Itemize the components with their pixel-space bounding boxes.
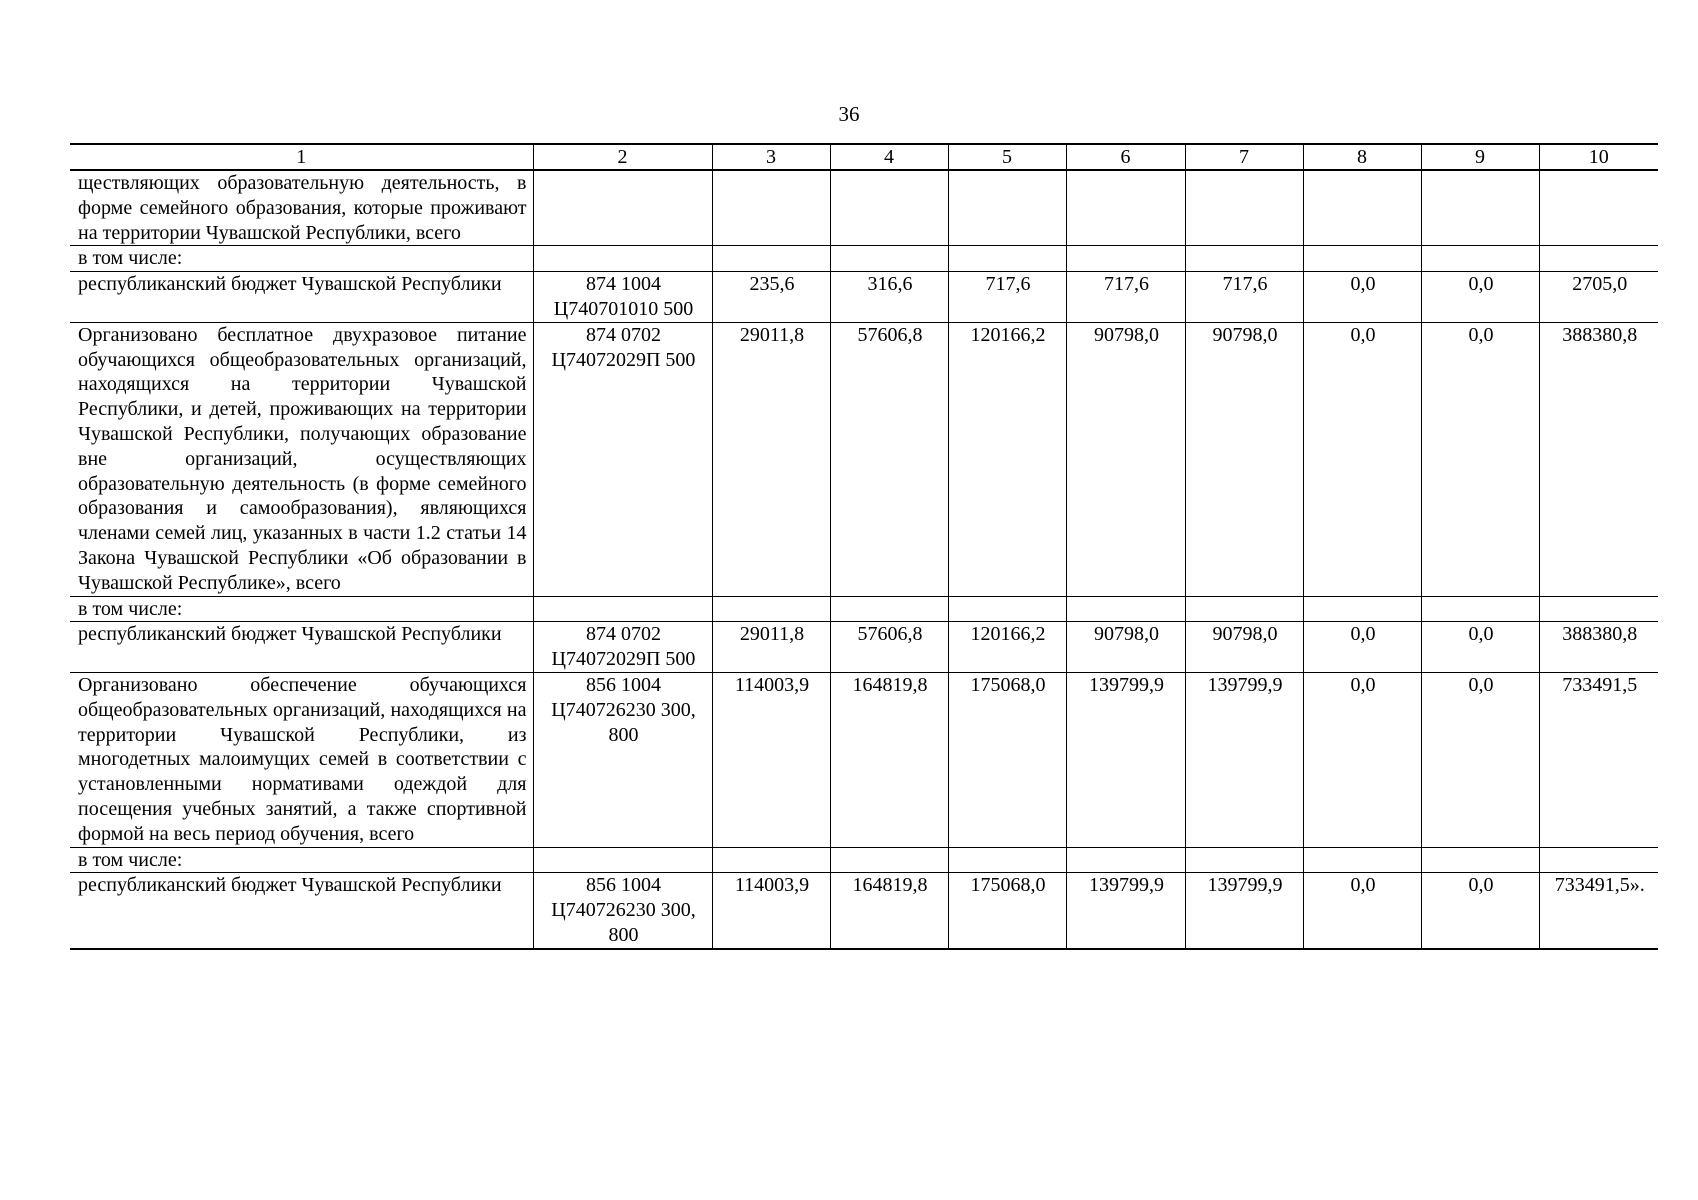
value-cell: 0,0: [1303, 672, 1421, 847]
value-cell: 0,0: [1303, 322, 1421, 596]
value-cell: [1185, 246, 1303, 272]
column-number: 6: [1066, 144, 1185, 170]
value-cell: 0,0: [1421, 672, 1539, 847]
value-cell: 29011,8: [712, 622, 830, 673]
value-cell: 717,6: [948, 272, 1066, 323]
value-cell: 0,0: [1421, 272, 1539, 323]
value-cell: [712, 596, 830, 622]
value-cell: 139799,9: [1066, 873, 1185, 949]
total-value-cell: [1539, 847, 1658, 873]
value-cell: [1421, 246, 1539, 272]
value-cell: [1421, 847, 1539, 873]
value-cell: 175068,0: [948, 672, 1066, 847]
column-number: 1: [70, 144, 533, 170]
value-cell: [1303, 246, 1421, 272]
value-cell: 0,0: [1303, 873, 1421, 949]
description-cell: республиканский бюджет Чувашской Республики: [70, 873, 533, 949]
description-cell: ществляющих образовательную деятельность, в форме семейного образования, которые проживают на территории Чувашской Республики, всего: [70, 170, 533, 246]
table-row: [70, 672, 1658, 847]
value-cell: 120166,2: [948, 322, 1066, 596]
table-body: [70, 170, 1658, 949]
total-value-cell: [1539, 170, 1658, 246]
column-number: 10: [1539, 144, 1658, 170]
value-cell: [712, 246, 830, 272]
budget-code-cell: 856 1004 Ц740726230 300, 800: [533, 873, 712, 949]
value-cell: [712, 847, 830, 873]
value-cell: 29011,8: [712, 322, 830, 596]
value-cell: [1185, 847, 1303, 873]
value-cell: [830, 596, 948, 622]
value-cell: 114003,9: [712, 672, 830, 847]
budget-code-cell: 856 1004 Ц740726230 300, 800: [533, 672, 712, 847]
value-cell: [1421, 170, 1539, 246]
value-cell: 120166,2: [948, 622, 1066, 673]
budget-table: [70, 143, 1658, 950]
value-cell: [830, 246, 948, 272]
table-row: [70, 272, 1658, 323]
table-row: [70, 622, 1658, 673]
value-cell: 316,6: [830, 272, 948, 323]
value-cell: [1421, 596, 1539, 622]
total-value-cell: 733491,5».: [1539, 873, 1658, 949]
total-value-cell: 388380,8: [1539, 622, 1658, 673]
budget-code-cell: [533, 596, 712, 622]
value-cell: [948, 170, 1066, 246]
column-number: 7: [1185, 144, 1303, 170]
value-cell: 175068,0: [948, 873, 1066, 949]
page-number: 36: [838, 102, 860, 126]
value-cell: 139799,9: [1185, 672, 1303, 847]
value-cell: 235,6: [712, 272, 830, 323]
total-value-cell: 2705,0: [1539, 272, 1658, 323]
value-cell: [1066, 170, 1185, 246]
value-cell: 164819,8: [830, 672, 948, 847]
value-cell: [948, 847, 1066, 873]
budget-code-cell: [533, 170, 712, 246]
table-row: [70, 322, 1658, 596]
budget-code-cell: 874 0702 Ц74072029П 500: [533, 622, 712, 673]
value-cell: [1066, 847, 1185, 873]
value-cell: [712, 170, 830, 246]
value-cell: 0,0: [1421, 322, 1539, 596]
value-cell: 0,0: [1421, 873, 1539, 949]
total-value-cell: [1539, 246, 1658, 272]
budget-code-cell: [533, 847, 712, 873]
budget-code-cell: 874 1004 Ц740701010 500: [533, 272, 712, 323]
value-cell: 0,0: [1303, 272, 1421, 323]
total-value-cell: [1539, 596, 1658, 622]
value-cell: [1303, 847, 1421, 873]
value-cell: 90798,0: [1185, 322, 1303, 596]
budget-code-cell: [533, 246, 712, 272]
column-number: 8: [1303, 144, 1421, 170]
value-cell: 139799,9: [1066, 672, 1185, 847]
description-cell: Организовано обеспечение обучающихся общеобразовательных организаций, находящихся на территории Чувашской Республики, из многодетных малоимущих семей в соответствии с установленными нормативами одеждой для посещения учебных занятий, а также спортивной формой на весь период обучения, всего: [70, 672, 533, 847]
value-cell: [1066, 246, 1185, 272]
value-cell: 90798,0: [1185, 622, 1303, 673]
value-cell: 57606,8: [830, 622, 948, 673]
description-cell: республиканский бюджет Чувашской Республики: [70, 272, 533, 323]
table-row: [70, 170, 1658, 246]
column-number: 4: [830, 144, 948, 170]
table-row: [70, 873, 1658, 949]
value-cell: [1185, 170, 1303, 246]
value-cell: 0,0: [1421, 622, 1539, 673]
subheading-row: [70, 246, 1658, 272]
value-cell: 57606,8: [830, 322, 948, 596]
description-cell: Организовано бесплатное двухразовое питание обучающихся общеобразовательных организаций, находящихся на территории Чувашской Республики, и детей, проживающих на территории Чувашской Республики, получающих образование вне организаций, осуществляющих образовательную деятельность (в форме семейного образования и самообразования), являющихся членами семей лиц, указанных в части 1.2 статьи 14 Закона Чувашской Республики «Об образовании в Чувашской Республике», всего: [70, 322, 533, 596]
subheading-cell: в том числе:: [70, 847, 533, 873]
subheading-cell: в том числе:: [70, 246, 533, 272]
value-cell: [830, 847, 948, 873]
column-number: 3: [712, 144, 830, 170]
budget-code-cell: 874 0702 Ц74072029П 500: [533, 322, 712, 596]
value-cell: 90798,0: [1066, 322, 1185, 596]
value-cell: [948, 246, 1066, 272]
value-cell: [1303, 170, 1421, 246]
table-header: [70, 144, 1658, 170]
value-cell: 717,6: [1066, 272, 1185, 323]
subheading-row: [70, 596, 1658, 622]
value-cell: 90798,0: [1066, 622, 1185, 673]
column-number-row: [70, 144, 1658, 170]
description-cell: республиканский бюджет Чувашской Республики: [70, 622, 533, 673]
column-number: 5: [948, 144, 1066, 170]
subheading-cell: в том числе:: [70, 596, 533, 622]
value-cell: 164819,8: [830, 873, 948, 949]
value-cell: [1185, 596, 1303, 622]
value-cell: [948, 596, 1066, 622]
total-value-cell: 733491,5: [1539, 672, 1658, 847]
value-cell: [1066, 596, 1185, 622]
value-cell: 717,6: [1185, 272, 1303, 323]
total-value-cell: 388380,8: [1539, 322, 1658, 596]
value-cell: [830, 170, 948, 246]
subheading-row: [70, 847, 1658, 873]
column-number: 9: [1421, 144, 1539, 170]
value-cell: [1303, 596, 1421, 622]
value-cell: 0,0: [1303, 622, 1421, 673]
value-cell: 114003,9: [712, 873, 830, 949]
value-cell: 139799,9: [1185, 873, 1303, 949]
column-number: 2: [533, 144, 712, 170]
